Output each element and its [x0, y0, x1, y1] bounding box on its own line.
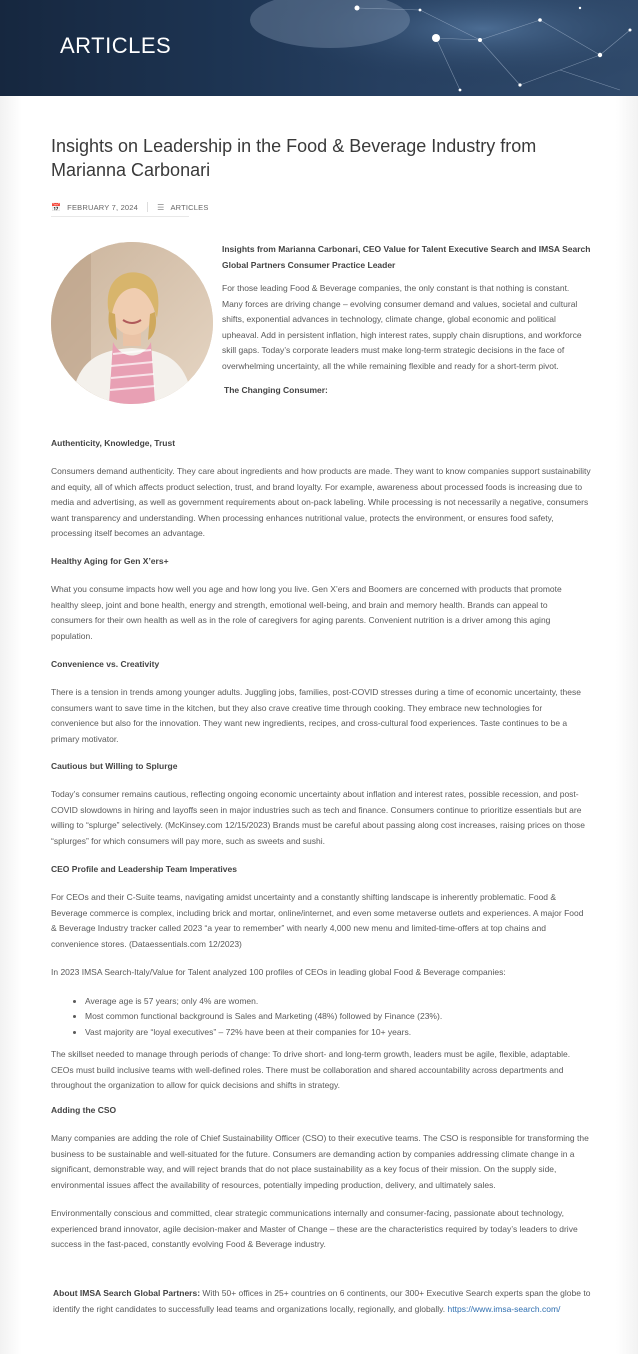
article-meta [51, 202, 209, 212]
section-heading: Healthy Aging for Gen X’ers+ [51, 556, 169, 566]
section-paragraph: For CEOs and their C-Suite teams, navigating amidst uncertainty and a constantly shifting landscape is inherently problematic. Food & Beverage commerce is complex, including brick and mortar, online/internet, and even some metaverse outlets and experiences. A major Food & Beverage Industry tracker called 2023 “a year to remember” with nearly 4,000 new menu and limited-time-offers at top chains and convenience stores. (Dataessentials.com 12/2023) [51, 892, 584, 949]
section-healthy-aging [51, 554, 591, 644]
imsa-website-link[interactable]: https://www.imsa-search.com/ [447, 1303, 561, 1314]
section-paragraph: There is a tension in trends among younger adults. Juggling jobs, families, post-COVID stresses during a time of economic uncertainty, these consumers want to save time in the kitchen, but they also crave creative time through cooking. They embrace new technologies for convenience but also for the innovation. They want new ingredients, recipes, and cross-cultural food experiences. Taste continues to be a primary motivator. [51, 687, 581, 744]
list-icon: ☰ [157, 202, 165, 212]
section-paragraph: Today’s consumer remains cautious, reflecting ongoing economic uncertainty about inflation and interest rates, possible recession, and post-COVID slowdowns in hiring and layoffs seen in major industries such as tech and finance. Consumers continue to prioritize essentials but are willing to “splurge” selectively. (McKinsey.com 12/15/2023) Brands must be careful about passing along cost increases, raising prices on those “splurges” for which consumers will pay more, such as sweets and sushi. [51, 789, 586, 846]
author-portrait [51, 242, 213, 404]
section-paragraph: Many companies are adding the role of Chief Sustainability Officer (CSO) to their executive teams. The CSO is responsible for transforming the business to be sustainable and well-situated for the future. Consumers are demanding action by companies addressing climate change in a significant, demonstrable way, and will reject brands that do not place sustainability as a key focus of their mission. On the supply side, environmental issues affect the availability of resources, potentially impeding production, delivery, and ultimately sales. [51, 1133, 589, 1190]
category-link[interactable]: ARTICLES [170, 202, 209, 212]
ceo-stats-list [51, 994, 591, 1041]
section-splurge [51, 759, 591, 849]
article-area [0, 96, 638, 1354]
section-authenticity [51, 436, 591, 542]
section-heading: Cautious but Willing to Splurge [51, 761, 178, 771]
section-paragraph: What you consume impacts how well you age and how long you live. Gen X’ers and Boomers are concerned with products that promote healthy sleep, joint and bone health, energy and strength, emotional well-being, and brain and memory health. Brands can appeal to consumers for their own health as well as in the role of caregivers for aging parents. Convenient nutrition is a driver among this aging population. [51, 584, 562, 641]
about-text: With 50+ offices in 25+ countries on 6 continents, our 300+ Executive Search experts span the globe to identify the right candidates to successfully lead teams and organizations locally, regionally, and globally. [53, 1288, 591, 1314]
section-ceo-profile [51, 862, 591, 1094]
section-convenience [51, 657, 591, 747]
section-paragraph: The skillset needed to manage through periods of change: To drive short- and long-term growth, leaders must be agile, flexible, adaptable. CEOs must build inclusive teams with well-defined roles. There must be collaboration and shared accountability across departments and throughout the organization to allow for quick decisions and shifts in strategy. [51, 1049, 571, 1090]
meta-underline [51, 216, 189, 217]
intro-lead: Insights from Marianna Carbonari, CEO Value for Talent Executive Search and IMSA Search Global Partners Consumer Practice Leader [222, 244, 591, 270]
about-label: About IMSA Search Global Partners: [53, 1288, 201, 1298]
about-section [51, 1286, 591, 1317]
section-heading: Convenience vs. Creativity [51, 659, 160, 669]
list-item: • Vast majority are “loyal executives” – 72% have been at their companies for 10+ years. [85, 1025, 591, 1041]
article-date: FEBRUARY 7, 2024 [67, 202, 139, 212]
hero-banner [0, 0, 638, 96]
intro-subheading: The Changing Consumer: [224, 385, 328, 395]
section-heading: Authenticity, Knowledge, Trust [51, 438, 176, 448]
section-cso [51, 1103, 591, 1253]
section-paragraph: In 2023 IMSA Search-Italy/Value for Talent analyzed 100 profiles of CEOs in leading global Food & Beverage companies: [51, 967, 506, 977]
section-paragraph: Environmentally conscious and committed, clear strategic communications internally and consumer-facing, passionate about technology, experienced brand innovator, agile decision-maker and Master of Change – these are the characteristics required by today’s leaders to drive success in the fast-paced, constantly evolving Food & Beverage industry. [51, 1208, 578, 1249]
section-paragraph: Consumers demand authenticity. They care about ingredients and how products are made. They want to know companies support sustainability and equity, all of which affects product selection, trust, and brand loyalty. For example, awareness about processed foods is increasing due to media and advertising, as well as government requirements about on-pack labeling. While processing is not necessarily a negative, consumers want transparency and understanding. When processing enhances nutritional value, protects the environment, or ensures food safety, processing itself becomes an advantage. [51, 466, 591, 538]
list-item: • Average age is 57 years; only 4% are women. [85, 994, 591, 1010]
meta-divider [147, 202, 148, 212]
about-paragraph [51, 1286, 591, 1317]
intro-body: For those leading Food & Beverage companies, the only constant is that nothing is constant. Many forces are driving change – evolving consumer demand and values, societal and cultural shifts, exponential advances in technology, climate change, global economic and political upheaval. Add in persistent inflation, high interest rates, supply chain disruptions, and workforce skill gaps. Today’s corporate leaders must make long-term strategic decisions in the face of overwhelming uncertainty, all the while remaining flexible and ready for a short-term pivot. [222, 283, 582, 371]
section-heading: CEO Profile and Leadership Team Imperatives [51, 864, 237, 874]
article-intro [222, 242, 591, 398]
hero-title: ARTICLES [60, 33, 172, 58]
list-item: • Most common functional background is Sales and Marketing (48%) followed by Finance (23%). [85, 1009, 591, 1025]
section-heading: Adding the CSO [51, 1105, 117, 1115]
article-title: Insights on Leadership in the Food & Beverage Industry from Marianna Carbonari [51, 136, 537, 180]
calendar-icon: 📅 [51, 202, 62, 212]
